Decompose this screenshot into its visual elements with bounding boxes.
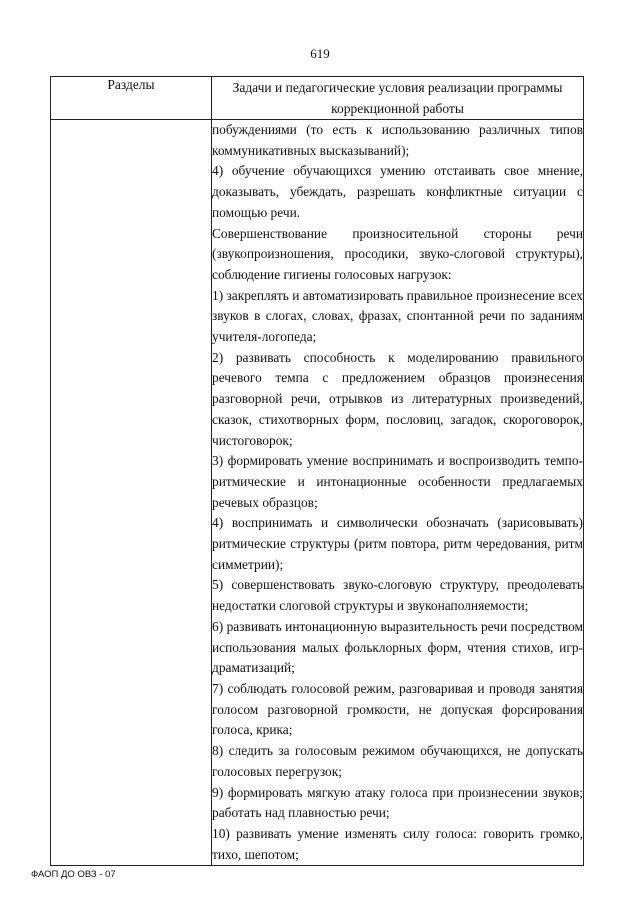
header-sections: Разделы [51,77,212,120]
paragraph: 1) закреплять и автоматизировать правильное произнесение всех звуков в слогах, словах, фразах, спонтанной речи по заданиям учителя-логопеда; [212,287,583,345]
table-row [51,120,584,866]
page-number: 619 [310,46,330,61]
footer-document-code: ФАОП ДО ОВЗ - 07 [31,869,116,880]
paragraph: Совершенствование произносительной стороны речи (звукопроизношения, просодики, звуко-слоговой структуры), соблюдение гигиены голосовых нагрузок: [212,225,583,282]
paragraph: 9) формировать мягкую атаку голоса при произнесении звуков; работать над плавностью речи; [212,784,583,821]
paragraph: 10) развивать умение изменять силу голоса: говорить громко, тихо, шепотом; [212,825,583,862]
tasks-cell [212,120,584,866]
paragraph: 5) совершенствовать звуко-слоговую структуру, преодолевать недостатки слоговой структуры и звуконаполняемости; [212,577,583,614]
paragraph: побуждениями (то есть к использованию различных типов коммуникативных высказываний); [212,122,583,158]
paragraph: 7) соблюдать голосовой режим, разговаривая и проводя занятия голосом разговорной громкости, не допуская форсирования голоса, крика; [212,680,583,738]
paragraph: 6) развивать интонационную выразительность речи посредством использования малых фольклорных форм, чтения стихов, игр-драматизаций; [212,618,583,676]
paragraph: 3) формировать умение воспринимать и воспроизводить темпо-ритмические и интонационные особенности предлагаемых речевых образцов; [212,453,583,510]
sections-cell [51,120,212,866]
paragraph: 4) обучение обучающихся умению отстаивать свое мнение, доказывать, убеждать, разрешать конфликтные ситуации с помощью речи. [212,163,583,220]
header-tasks: Задачи и педагогические условия реализации программы коррекционной работы [212,77,584,120]
paragraph: 8) следить за голосовым режимом обучающихся, не допускать голосовых перегрузок; [212,743,583,779]
table-header-row [51,77,584,120]
paragraph: 4) воспринимать и символически обозначать (зарисовывать) ритмические структуры (ритм повтора, ритм чередования, ритм симметрии); [212,515,583,572]
content-table [50,76,584,866]
paragraph: 2) развивать способность к моделированию правильного речевого темпа с предложением образцов произнесения разговорной речи, отрывков из литературных произведений, сказок, стихотворных форм, пословиц, загадок, скороговорок, чистоговорок; [212,349,583,448]
